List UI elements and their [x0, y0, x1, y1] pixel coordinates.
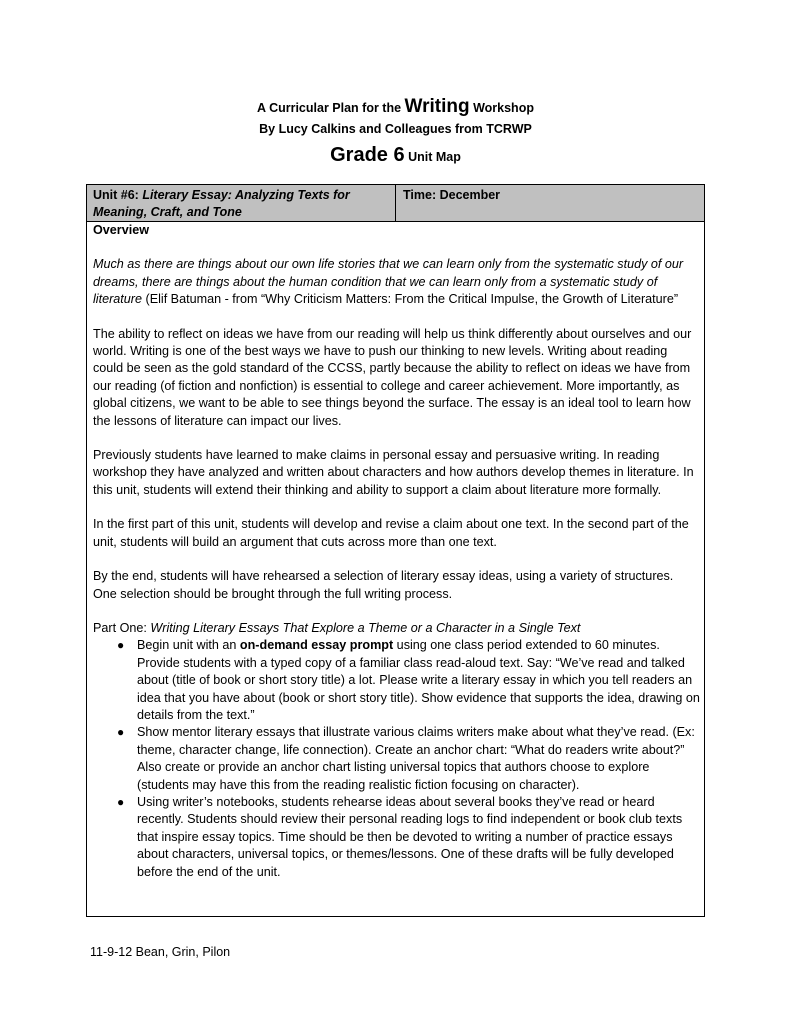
bullet-1-post: using one class period extended to 60 minutes. Provide students with a typed copy of a familiar class read-aloud text. Say: “We’ve read and talked about (title of book or short story title) a lot. Please write a literary essay in which you tell readers an idea that you have about (book or short story title). Show evidence that supports the idea, drawing on details from the text.”: [137, 638, 700, 722]
bullet-3-text: Using writer’s notebooks, students rehearse ideas about several books they’ve read or heard recently. Students should review their personal reading logs to find independent or book club texts that inspire essay topics. Time should be then be devoted to writing a number of practice essays about characters, universal topics, or themes/lessons. One of these drafts will be fully developed before the end of the unit.: [137, 794, 683, 879]
overview-paragraph-3: In the first part of this unit, students will develop and revise a claim about one text. In the second part of the unit, students will build an argument that cuts across more than one text.: [93, 517, 689, 549]
bullet-icon: ●: [117, 725, 125, 740]
plan-title-prefix: A Curricular Plan for the: [257, 101, 405, 115]
part-one-list: [93, 637, 700, 881]
unit-header-row: [87, 185, 704, 222]
grade-label: Grade 6: [330, 144, 405, 166]
bullet-icon: ●: [117, 638, 125, 653]
unit-title-cell: [87, 185, 396, 221]
part-one-label: Part One:: [93, 620, 151, 635]
unit-title: Literary Essay: Analyzing Texts for Meaning, Craft, and Tone: [93, 188, 350, 219]
page-footer: 11-9-12 Bean, Grin, Pilon: [90, 945, 231, 959]
bullet-2-text: Show mentor literary essays that illustrate various claims writers make about what they’ve read. (Ex: theme, character change, life connection). Create an anchor chart: “What do readers write about?” Also create or provide an anchor chart listing universal topics that authors choose to explore (students may have this from the reading realistic fiction focusing on character).: [137, 725, 695, 792]
list-item: [93, 724, 700, 794]
overview-paragraph-4: By the end, students will have rehearsed a selection of literary essay ideas, using a variety of structures. One selection should be brought through the full writing process.: [93, 569, 674, 601]
overview-heading: Overview: [93, 223, 150, 237]
epigraph-quote: [93, 256, 700, 308]
list-item: [93, 637, 700, 724]
bullet-icon: ●: [117, 794, 125, 809]
unit-number: Unit #6:: [93, 188, 143, 202]
quote-text: Much as there are things about our own life stories that we can learn only from the systematic study of our dreams, there are things about the human condition that we can learn only from a systematic study of literature: [93, 257, 684, 307]
bullet-1-bold: on-demand essay prompt: [239, 638, 394, 653]
plan-title-writing: Writing: [404, 96, 470, 117]
unit-table: [86, 184, 705, 917]
plan-title: [0, 96, 791, 119]
overview-paragraph-2: Previously students have learned to make claims in personal essay and persuasive writing. In reading workshop they have analyzed and written about characters and how authors develop themes in literature. In this unit, students will extend their thinking and ability to support a claim about literature more formally.: [93, 448, 694, 497]
list-item: [93, 794, 700, 881]
part-one-heading: [93, 620, 700, 637]
plan-title-suffix: Workshop: [469, 101, 534, 115]
grade-title: [0, 141, 791, 171]
authors-line: By Lucy Calkins and Colleagues from TCRWP: [259, 122, 532, 136]
unit-time-cell: Time: December: [403, 188, 501, 202]
overview-paragraph-1: The ability to reflect on ideas we have from our reading will help us think differently about ourselves and our world. Writing is one of the best ways we have to push our thinking to new levels. Writing about reading could be seen as the gold standard of the CCSS, partly because the ability to reflect on ideas we have from our reading (of fiction and nonfiction) is essential to college and career achievement. More importantly, as global citizens, we want to be able to see things beyond the surface. The essay is an ideal tool to learn how the lessons of literature can impact our lives.: [93, 326, 692, 428]
overview-cell: [93, 222, 700, 881]
bullet-1-pre: Begin unit with an: [137, 638, 240, 653]
quote-source: (Elif Batuman - from “Why Criticism Matters: From the Critical Impulse, the Growth of Literature”: [142, 292, 679, 307]
grade-suffix: Unit Map: [404, 150, 461, 164]
part-one-title: Writing Literary Essays That Explore a Theme or a Character in a Single Text: [150, 620, 581, 635]
